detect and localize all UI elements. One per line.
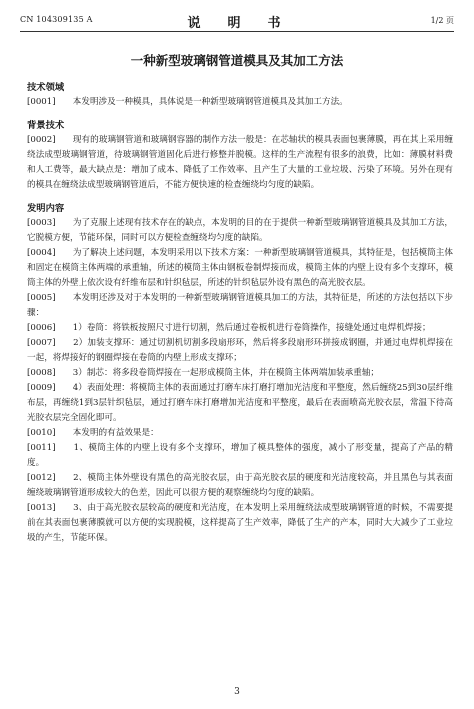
- header-rule: [20, 31, 454, 32]
- doc-type: 说 明 书: [187, 16, 287, 31]
- section-heading-background: 背景技术: [27, 120, 65, 131]
- section-heading-invention: 发明内容: [27, 203, 65, 214]
- doc-number: CN 104309135 A: [20, 15, 93, 24]
- paragraph: [0007] 2）加装支撑环：通过切割机切割多段扇形环，然后将多段扇形环拼接成钢圈，并通过电焊机焊接在一起，将焊接好的钢圈焊接在卷筒的内壁上形成支撑环；: [27, 338, 453, 363]
- paragraph: [0003] 为了克服上述现有技术存在的缺点，本发明的目的在于提供一种新型玻璃钢管道模具及其加工方法，它脱模方便，节能环保，同时可以方便检查缠绕均匀度的缺陷。: [27, 218, 453, 243]
- paragraph: [0001] 本发明涉及一种模具，具体说是一种新型玻璃钢管道模具及其加工方法。: [27, 97, 348, 107]
- paragraph: [0013] 3、由于高光胶衣层较高的硬度和光洁度，在本发明上采用缠绕法成型玻璃钢管道的时候，不需要提前在其表面包裹薄膜就可以方便的实现脱模，这样提高了生产效率，降低了生产的产本，同时大大减少了工业垃圾的产生，节能环保。: [27, 503, 453, 543]
- document-title: 一种新型玻璃钢管道模具及其加工方法: [130, 53, 344, 68]
- paragraph: [0006] 1）卷筒：将铁板按照尺寸进行切割，然后通过卷板机进行卷筒操作，接缝处通过电焊机焊接；: [27, 323, 431, 333]
- spacer: [27, 193, 453, 202]
- paragraph: [0008] 3）制芯：将多段卷筒焊接在一起形成模筒主体，并在模筒主体两端加装承重轴；: [27, 368, 380, 378]
- page-indicator: 1/2 页: [430, 16, 454, 25]
- paragraph: [0010] 本发明的有益效果是：: [27, 428, 159, 438]
- document-body: [27, 81, 453, 546]
- page-header: [20, 12, 454, 30]
- paragraph: [0009] 4）表面处理：将模筒主体的表面通过打磨车床打磨打增加光洁度和平整度，然后缠绕25到30层纤维布层，再缠绕1到3层针织毡层，通过打磨车床打磨增加光洁度和平整度，最后在表面喷高光胶衣层，常温下待高光胶衣层完全固化即可。: [27, 383, 453, 423]
- paragraph: [0012] 2、模筒主体外壁设有黑色的高光胶衣层，由于高光胶衣层的硬度和光洁度较高，并且黑色与其表面缠绕玻璃钢管道形成较大的色差，因此可以很方便的观察缠绕均匀度的缺陷。: [27, 473, 453, 498]
- paragraph: [0005] 本发明还涉及对于本发明的一种新型玻璃钢管道模具加工的方法，其特征是，所述的方法包括以下步骤：: [27, 293, 453, 318]
- page-number: 3: [234, 687, 240, 697]
- paragraph: [0002] 现有的玻璃钢管道和玻璃钢容器的制作方法一般是：在芯轴状的模具表面包裹薄膜，再在其上采用缠绕法成型玻璃钢管道，待玻璃钢管道固化后进行修整并脱模。这样的生产流程有很多的浪费，比如：薄膜材料费和人工费等，最大缺点是：增加了成本、降低了工作效率、且产生了大量的工业垃圾、污染了环境。另外在现有的模具在缠绕法成型玻璃钢管道后，不能方便快速的检查缠绕均匀度的缺陷。: [27, 135, 453, 190]
- paragraph: [0004] 为了解决上述问题，本发明采用以下技术方案：一种新型玻璃钢管道模具，其特征是，包括模筒主体和固定在模筒主体两端的承重轴，所述的模筒主体由钢板卷制焊接而成，模筒主体的内壁上设有多个支撑环，模筒主体的外壁上依次设有纤维布层和针织毡层，所述的针织毡层外设有黑色的高光胶衣层。: [27, 248, 453, 288]
- paragraph: [0011] 1、模筒主体的内壁上设有多个支撑环，增加了模具整体的强度，减小了形变量，提高了产品的精度。: [27, 443, 453, 468]
- spacer: [27, 110, 453, 119]
- section-heading-technical-field: 技术领域: [27, 82, 65, 93]
